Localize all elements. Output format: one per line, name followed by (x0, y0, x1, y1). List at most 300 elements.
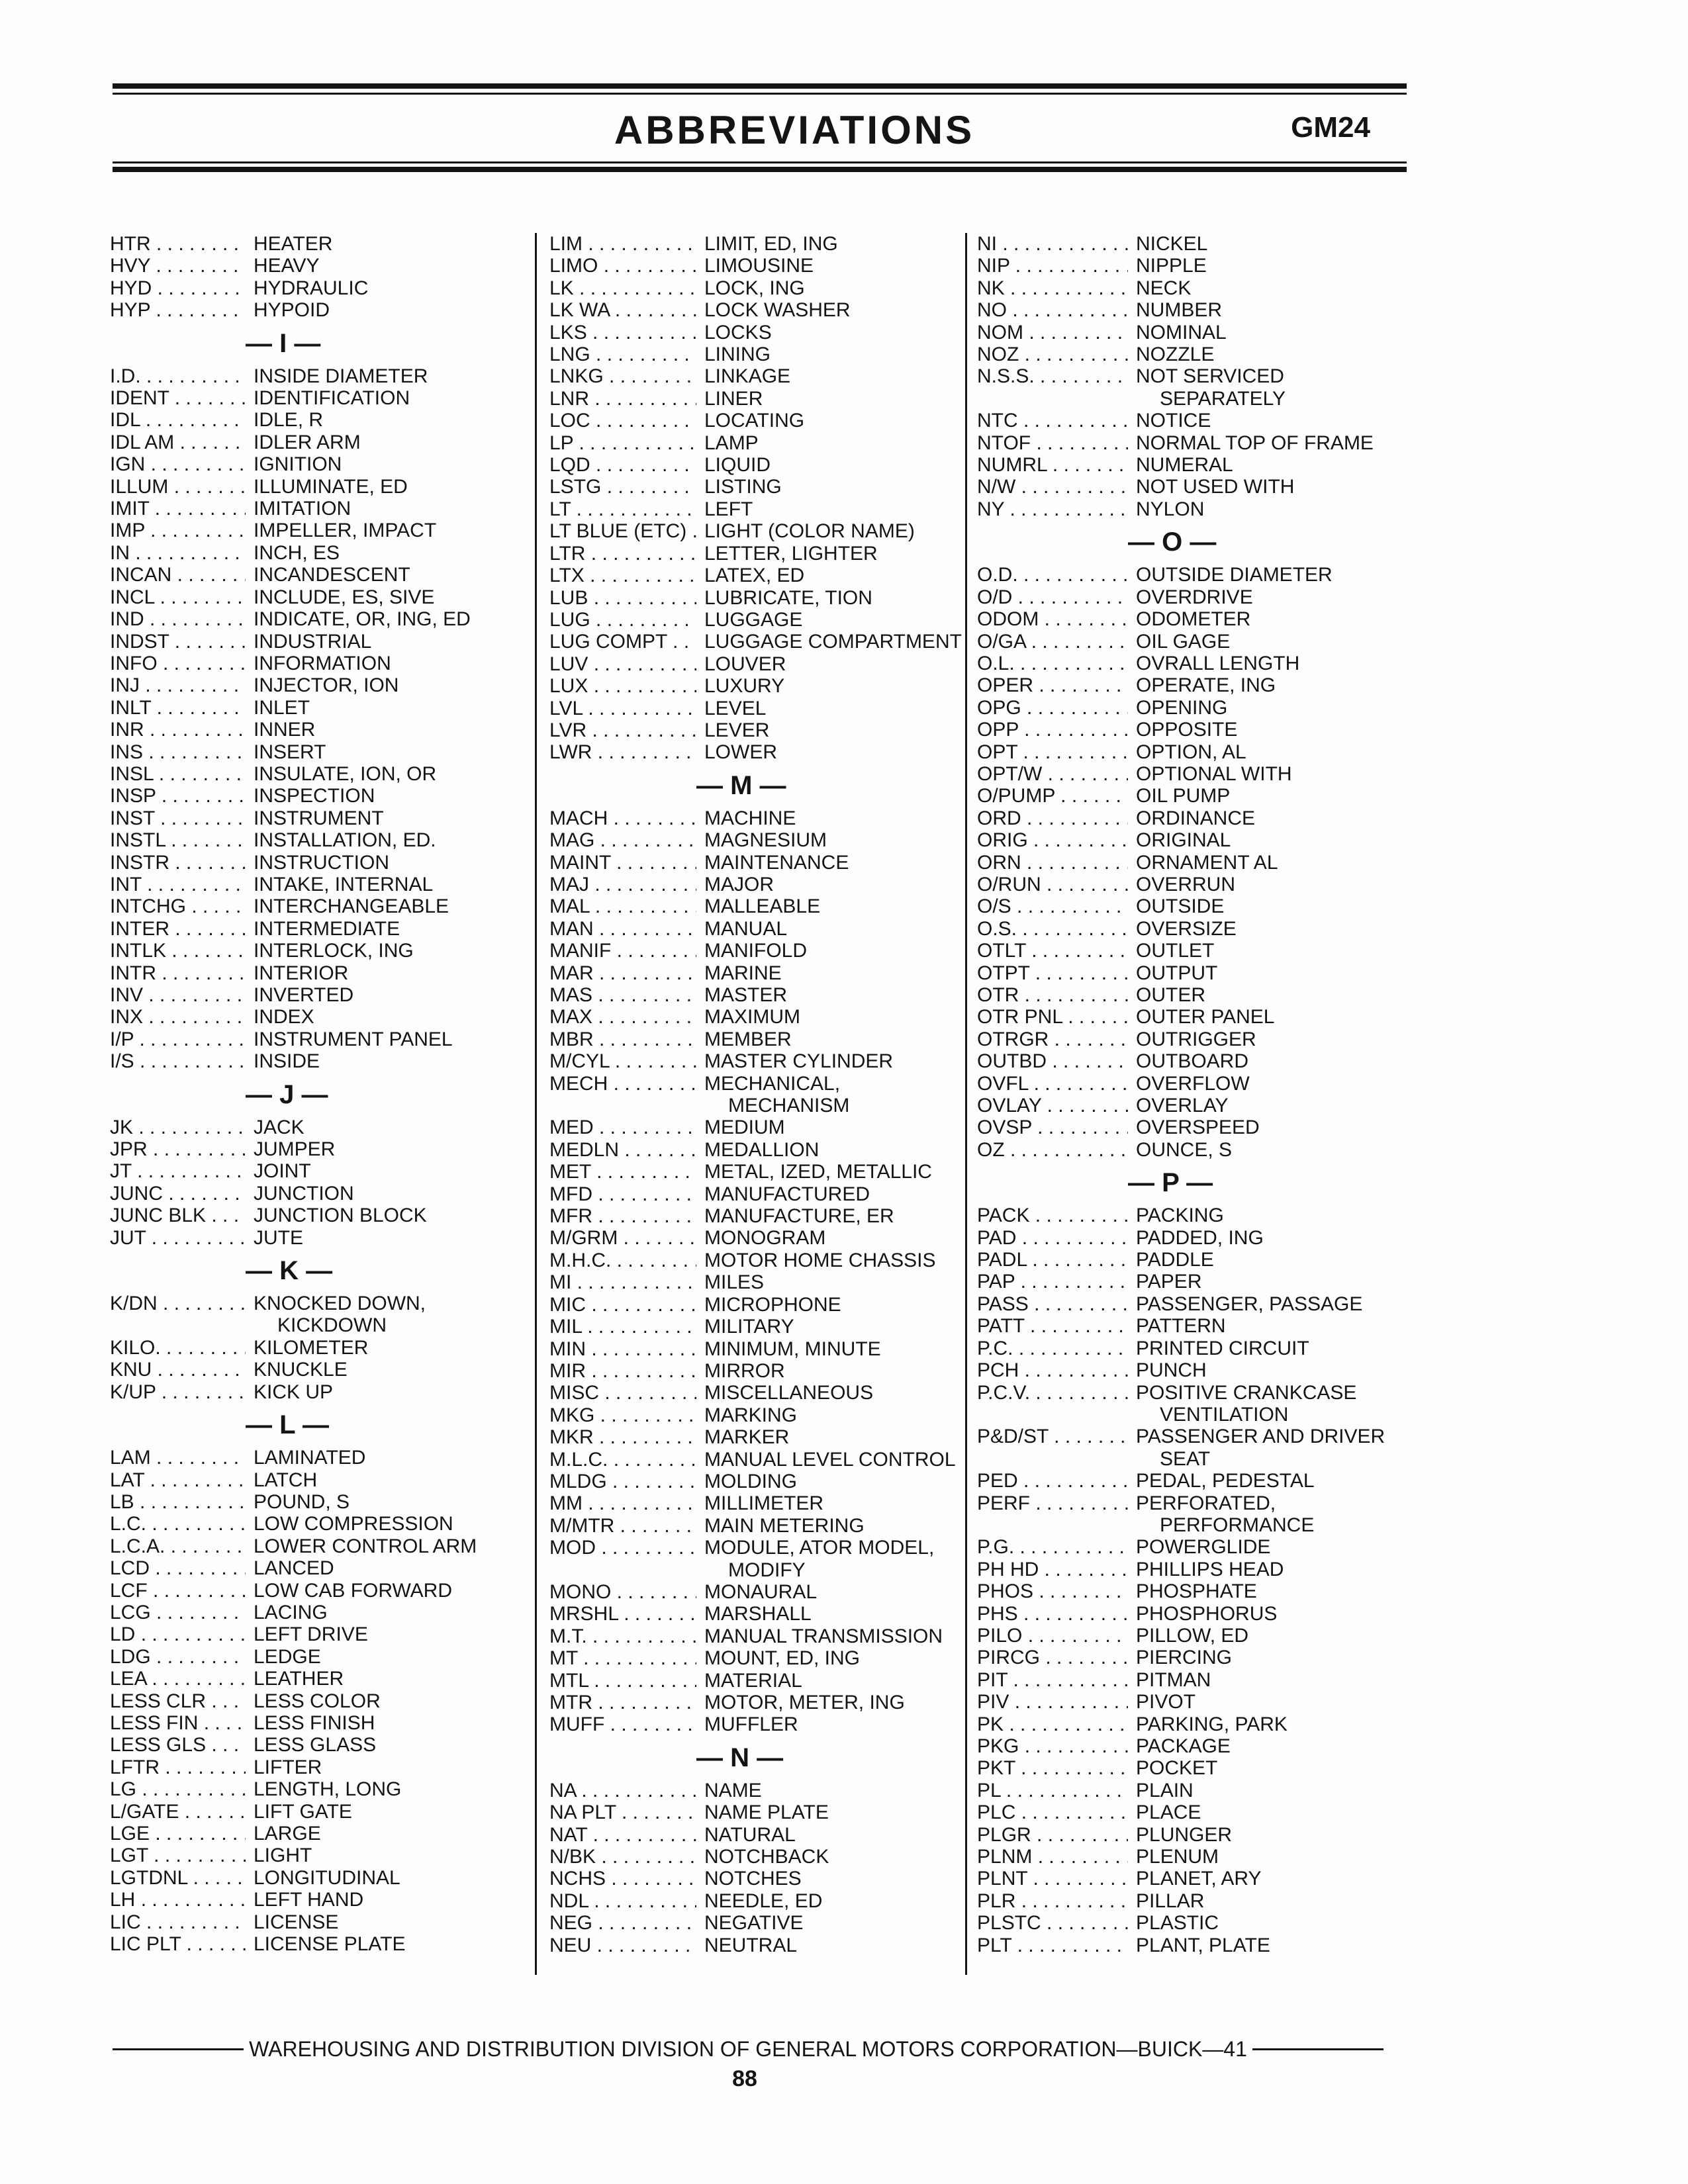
abbreviation-entry (549, 940, 973, 962)
abbreviation-entry (549, 1647, 973, 1669)
entry-abbreviation: NY . . . (977, 498, 1128, 520)
abbreviation-entry (549, 1868, 973, 1889)
entry-abbreviation: LOC . . . (549, 410, 696, 432)
entry-abbreviation: OTR PNL . . . (977, 1006, 1128, 1028)
entry-abbreviation: INSTR . . . (110, 852, 246, 874)
abbreviation-entry (110, 1823, 527, 1844)
abbreviation-entry (549, 852, 973, 874)
entry-abbreviation: LK WA . . . (549, 299, 696, 321)
abbreviation-entry (110, 1381, 527, 1403)
entry-abbreviation: INJ . . . (110, 674, 246, 696)
abbreviation-entry (110, 1557, 527, 1579)
entry-abbreviation: N/W . . . (977, 476, 1128, 498)
entry-abbreviation: MAG . . . (549, 829, 696, 851)
entry-meaning: OUTPUT (1136, 962, 1218, 984)
entry-abbreviation: ORN . . . (977, 852, 1128, 874)
entry-meaning: LINING (704, 343, 771, 366)
entry-meaning: MANUAL LEVEL CONTROL (704, 1448, 956, 1471)
entry-abbreviation: MIL . . . (549, 1316, 696, 1338)
entry-meaning: HYDRAULIC (254, 277, 369, 299)
entry-meaning: ILLUMINATE, ED (254, 475, 408, 498)
abbreviation-entry (549, 1205, 973, 1227)
abbreviation-entry (977, 1691, 1414, 1713)
abbreviation-entry (549, 609, 973, 631)
entry-meaning: OVERSPEED (1136, 1116, 1260, 1139)
abbreviation-entry (549, 1846, 973, 1868)
entry-meaning: LIMIT, ED, ING (704, 233, 838, 255)
entry-meaning: PHOSPHORUS (1136, 1602, 1278, 1625)
abbreviation-entry (977, 608, 1414, 630)
entry-abbreviation: LVR . . . (549, 719, 696, 741)
entry-abbreviation: LUV . . . (549, 653, 696, 675)
entry-abbreviation: LESS GLS . . . (110, 1734, 246, 1756)
entry-meaning: NOTCHBACK (704, 1846, 829, 1868)
entry-meaning: INSERT (254, 741, 326, 763)
entry-abbreviation: LUX . . . (549, 675, 696, 697)
section-heading: — O — (1128, 527, 1217, 557)
entry-meaning-continued: MODIFY (728, 1559, 806, 1581)
entry-meaning: OVERFLOW (1136, 1072, 1250, 1095)
abbreviation-entry (549, 962, 973, 984)
entry-abbreviation: INR . . . (110, 719, 246, 741)
section-heading: — N — (696, 1743, 784, 1772)
abbreviation-entry (549, 1912, 973, 1934)
entry-meaning: NATURAL (704, 1823, 796, 1846)
entry-meaning: LARGE (254, 1823, 321, 1844)
entry-meaning: NUMBER (1136, 299, 1223, 322)
abbreviation-entry (977, 1028, 1414, 1050)
abbreviation-entry (110, 1580, 527, 1602)
entry-meaning: OUTSIDE DIAMETER (1136, 564, 1333, 586)
entry-abbreviation: O/D . . . (977, 586, 1128, 608)
entry-meaning: INDUSTRIAL (254, 630, 372, 653)
entry-abbreviation: OTPT . . . (977, 962, 1128, 984)
abbreviation-entry (110, 586, 527, 608)
entry-meaning: OIL GAGE (1136, 630, 1231, 653)
entry-abbreviation: LCD . . . (110, 1557, 246, 1579)
abbreviation-entry (977, 454, 1414, 476)
abbreviation-entry (549, 1006, 973, 1028)
entry-meaning: LUXURY (704, 675, 785, 698)
abbreviation-entry (977, 962, 1414, 984)
abbreviation-entry (110, 1469, 527, 1491)
entry-abbreviation: MIR . . . (549, 1360, 696, 1382)
abbreviation-entry (977, 741, 1414, 763)
entry-meaning: LOCK WASHER (704, 299, 851, 322)
abbreviation-entry (549, 432, 973, 454)
entry-meaning: PLACE (1136, 1801, 1201, 1824)
entry-meaning: PARKING, PARK (1136, 1713, 1288, 1735)
abbreviation-entry (110, 895, 527, 917)
abbreviation-entry (110, 542, 527, 564)
abbreviation-entry (549, 1116, 973, 1138)
entry-meaning: PACKING (1136, 1205, 1224, 1227)
abbreviation-entry (110, 1205, 527, 1226)
entry-meaning: MOLDING (704, 1470, 798, 1492)
entry-meaning: MEMBER (704, 1028, 792, 1050)
abbreviation-entry (977, 1801, 1414, 1823)
footer-rule-left (113, 2048, 244, 2050)
entry-meaning: INSPECTION (254, 785, 375, 807)
header-rule-bottom (113, 167, 1407, 172)
entry-abbreviation: L.C. . . . (110, 1513, 246, 1535)
entry-abbreviation: O/GA . . . (977, 631, 1128, 653)
entry-abbreviation: LD . . . (110, 1623, 246, 1645)
abbreviation-entry (977, 1382, 1414, 1404)
abbreviation-entry (549, 984, 973, 1006)
abbreviation-entry (110, 255, 527, 277)
entry-abbreviation: LTR . . . (549, 543, 696, 565)
entry-meaning: IDENTIFICATION (254, 387, 410, 410)
entry-abbreviation: M.L.C. . . . (549, 1449, 696, 1471)
entry-abbreviation: LSTG . . . (549, 476, 696, 498)
abbreviation-entry (110, 852, 527, 874)
entry-abbreviation: JUNC . . . (110, 1183, 246, 1205)
abbreviation-entry (110, 940, 527, 962)
entry-abbreviation: MET . . . (549, 1161, 696, 1183)
entry-meaning: LUGGAGE (704, 608, 803, 631)
abbreviation-entry (110, 962, 527, 984)
entry-abbreviation: ORIG . . . (977, 829, 1128, 851)
entry-meaning: LESS GLASS (254, 1734, 377, 1756)
entry-abbreviation: LIC . . . (110, 1911, 246, 1933)
entry-meaning: INDICATE, OR, ING, ED (254, 608, 471, 631)
entry-abbreviation: INCL . . . (110, 586, 246, 608)
entry-abbreviation: LKS . . . (549, 322, 696, 343)
entry-abbreviation: MECH . . . (549, 1073, 696, 1095)
entry-meaning: PLUNGER (1136, 1823, 1233, 1846)
entry-meaning: IMPELLER, IMPACT (254, 520, 437, 542)
entry-abbreviation: OVLAY . . . (977, 1095, 1128, 1116)
entry-abbreviation: INS . . . (110, 741, 246, 763)
entry-abbreviation: MFR . . . (549, 1205, 696, 1227)
entry-meaning: NOZZLE (1136, 343, 1215, 366)
entry-meaning: MOUNT, ED, ING (704, 1647, 861, 1670)
entry-abbreviation: LWR . . . (549, 741, 696, 763)
abbreviation-entry (110, 741, 527, 763)
entry-abbreviation: OZ . . . (977, 1139, 1128, 1161)
entry-abbreviation: LCF . . . (110, 1580, 246, 1602)
abbreviation-entry (549, 1360, 973, 1382)
abbreviation-entry (977, 1073, 1414, 1095)
entry-abbreviation: LFTR . . . (110, 1756, 246, 1778)
entry-abbreviation: NA PLT . . . (549, 1801, 696, 1823)
entry-abbreviation: NTC . . . (977, 410, 1128, 432)
entry-abbreviation: INV . . . (110, 984, 246, 1006)
entry-abbreviation: NEG . . . (549, 1912, 696, 1934)
entry-abbreviation: PCH . . . (977, 1359, 1128, 1381)
entry-abbreviation: MONO . . . (549, 1581, 696, 1603)
entry-meaning: MILITARY (704, 1316, 794, 1338)
abbreviation-entry (977, 1139, 1414, 1161)
entry-abbreviation: KILO. . . . (110, 1337, 246, 1359)
abbreviation-entry (110, 807, 527, 829)
abbreviation-entry (977, 277, 1414, 299)
entry-meaning: NAME (704, 1779, 762, 1801)
entry-meaning: ODOMETER (1136, 608, 1251, 631)
entry-abbreviation: LG . . . (110, 1778, 246, 1800)
abbreviation-entry (977, 1536, 1414, 1558)
entry-meaning: NECK (1136, 277, 1192, 299)
entry-abbreviation: LH . . . (110, 1889, 246, 1911)
entry-abbreviation: LIC PLT . . . (110, 1933, 246, 1955)
abbreviation-entry (549, 1161, 973, 1183)
entry-meaning: NORMAL TOP OF FRAME (1136, 432, 1374, 454)
entry-abbreviation: PAD . . . (977, 1227, 1128, 1249)
entry-meaning: NEUTRAL (704, 1934, 798, 1956)
entry-continuation (549, 1559, 973, 1581)
abbreviation-entry (110, 763, 527, 785)
entry-abbreviation: OTR . . . (977, 984, 1128, 1006)
abbreviation-entry (549, 454, 973, 476)
abbreviation-entry (110, 233, 527, 255)
entry-meaning: OUTBOARD (1136, 1050, 1249, 1073)
entry-meaning: PILLOW, ED (1136, 1624, 1249, 1647)
entry-abbreviation: HYD . . . (110, 277, 246, 299)
abbreviation-entry (549, 1050, 973, 1072)
entry-meaning-continued: SEAT (1160, 1447, 1211, 1470)
abbreviation-entry (549, 1227, 973, 1249)
entry-abbreviation: LGT . . . (110, 1844, 246, 1866)
entry-abbreviation: LAT . . . (110, 1469, 246, 1491)
abbreviation-entry (977, 1669, 1414, 1691)
entry-meaning: MANUAL (704, 917, 788, 940)
abbreviation-entry (977, 1934, 1414, 1956)
entry-meaning: LANCED (254, 1557, 334, 1580)
entry-meaning: LOUVER (704, 653, 786, 675)
abbreviation-entry (549, 1183, 973, 1205)
abbreviation-entry (110, 1646, 527, 1668)
entry-meaning: LAMINATED (254, 1447, 366, 1469)
entry-abbreviation: O.D. . . . (977, 564, 1128, 586)
entry-meaning: HEAVY (254, 255, 320, 277)
abbreviation-entry (977, 1912, 1414, 1934)
entry-meaning: OUNCE, S (1136, 1138, 1233, 1161)
entry-meaning: MANUAL TRANSMISSION (704, 1625, 943, 1647)
entry-abbreviation: PLGR . . . (977, 1824, 1128, 1846)
entry-abbreviation: K/DN . . . (110, 1293, 246, 1314)
entry-abbreviation: JPR . . . (110, 1138, 246, 1160)
entry-abbreviation: M.H.C. . . . (549, 1250, 696, 1271)
entry-abbreviation: LAM . . . (110, 1447, 246, 1469)
entry-abbreviation: PILO . . . (977, 1625, 1128, 1647)
abbreviation-entry (977, 918, 1414, 940)
abbreviation-entry (549, 299, 973, 321)
entry-abbreviation: INSP . . . (110, 785, 246, 807)
entry-abbreviation: INTR . . . (110, 962, 246, 984)
entry-meaning: MARINE (704, 962, 782, 984)
entry-abbreviation: PADL . . . (977, 1249, 1128, 1271)
entry-meaning: JOINT (254, 1160, 311, 1183)
abbreviation-entry (977, 299, 1414, 321)
entry-abbreviation: JT . . . (110, 1160, 246, 1182)
abbreviation-entry (977, 233, 1414, 255)
abbreviation-entry (110, 1867, 527, 1889)
entry-meaning: MACHINE (704, 807, 796, 829)
abbreviation-entry (977, 719, 1414, 741)
entry-abbreviation: N.S.S. . . . (977, 365, 1128, 387)
entry-abbreviation: MANIF . . . (549, 940, 696, 962)
abbreviation-entry (549, 565, 973, 586)
entry-meaning: JUTE (254, 1226, 303, 1249)
entry-abbreviation: MIC . . . (549, 1294, 696, 1316)
abbreviation-entry (549, 1934, 973, 1956)
abbreviation-entry (110, 785, 527, 807)
abbreviation-entry (549, 233, 973, 255)
abbreviation-entry (977, 498, 1414, 520)
entry-meaning: LEFT HAND (254, 1889, 364, 1911)
abbreviation-entry (977, 807, 1414, 829)
abbreviation-entry (549, 543, 973, 565)
abbreviation-entry (977, 1315, 1414, 1337)
entry-meaning: HYPOID (254, 299, 330, 322)
entry-abbreviation: OPP . . . (977, 719, 1128, 741)
entry-meaning: NEGATIVE (704, 1912, 804, 1934)
entry-abbreviation: IDL AM . . . (110, 432, 246, 453)
entry-abbreviation: NDL . . . (549, 1890, 696, 1912)
entry-meaning: MASTER (704, 984, 788, 1006)
abbreviation-entry (110, 1756, 527, 1778)
abbreviation-entry (977, 674, 1414, 696)
abbreviation-entry (110, 564, 527, 586)
entry-meaning: INTERMEDIATE (254, 917, 400, 940)
entry-meaning: MISCELLANEOUS (704, 1382, 874, 1404)
abbreviation-entry (549, 1139, 973, 1161)
entry-abbreviation: N/BK . . . (549, 1846, 696, 1868)
abbreviation-entry (549, 1271, 973, 1293)
entry-abbreviation: OPER . . . (977, 674, 1128, 696)
entry-abbreviation: ORD . . . (977, 807, 1128, 829)
abbreviation-entry (549, 343, 973, 365)
entry-abbreviation: INST . . . (110, 807, 246, 829)
entry-meaning: LINKAGE (704, 365, 791, 388)
footer-line (113, 2037, 1383, 2062)
entry-meaning: PHOSPHATE (1136, 1580, 1257, 1603)
entry-meaning: LENGTH, LONG (254, 1778, 402, 1801)
abbreviation-entry (977, 874, 1414, 895)
entry-abbreviation: LNKG . . . (549, 365, 696, 387)
abbreviation-entry (549, 1028, 973, 1050)
entry-meaning: POSITIVE CRANKCASE (1136, 1381, 1357, 1404)
entry-meaning-continued: KICKDOWN (277, 1314, 387, 1337)
entry-abbreviation: K/UP . . . (110, 1381, 246, 1403)
entry-meaning: LATCH (254, 1469, 318, 1491)
entry-meaning: ORNAMENT AL (1136, 851, 1278, 874)
entry-abbreviation: LK . . . (549, 277, 696, 299)
abbreviation-entry (110, 1778, 527, 1800)
entry-meaning: OUTER (1136, 984, 1205, 1006)
entry-abbreviation: IGN . . . (110, 453, 246, 475)
entry-abbreviation: O.L. . . . (977, 653, 1128, 674)
abbreviation-entry (549, 653, 973, 675)
abbreviation-entry (549, 1073, 973, 1095)
entry-meaning: LUGGAGE COMPARTMENT (704, 631, 962, 653)
entry-abbreviation: MTL . . . (549, 1670, 696, 1692)
entry-abbreviation: LUG . . . (549, 609, 696, 631)
entry-meaning: NICKEL (1136, 233, 1208, 255)
abbreviation-entry (110, 409, 527, 431)
entry-meaning: INSULATE, ION, OR (254, 762, 437, 785)
entry-meaning: MONAURAL (704, 1580, 818, 1603)
entry-meaning-continued: PERFORMANCE (1160, 1514, 1315, 1536)
abbreviation-entry (549, 498, 973, 520)
entry-abbreviation: PLT . . . (977, 1934, 1128, 1956)
entry-meaning: PEDAL, PEDESTAL (1136, 1470, 1315, 1492)
entry-meaning: INLET (254, 696, 310, 719)
abbreviation-entry (549, 1890, 973, 1912)
entry-meaning: INCLUDE, ES, SIVE (254, 586, 435, 608)
abbreviation-entry (110, 1138, 527, 1160)
entry-abbreviation: OVFL . . . (977, 1073, 1128, 1095)
entry-meaning: LESS FINISH (254, 1711, 375, 1734)
entry-abbreviation: M/GRM . . . (549, 1227, 696, 1249)
entry-abbreviation: MACH . . . (549, 807, 696, 829)
entry-meaning: ORDINANCE (1136, 807, 1256, 829)
entry-abbreviation: OPG . . . (977, 697, 1128, 719)
entry-abbreviation: MBR . . . (549, 1028, 696, 1050)
entry-meaning: MALLEABLE (704, 895, 821, 918)
entry-abbreviation: OPT/W . . . (977, 763, 1128, 785)
abbreviation-entry (549, 895, 973, 917)
entry-meaning: POWERGLIDE (1136, 1536, 1271, 1559)
entry-abbreviation: MFD . . . (549, 1183, 696, 1205)
entry-meaning: INTERLOCK, ING (254, 940, 414, 962)
abbreviation-entry (977, 1559, 1414, 1580)
entry-meaning: PADDLE (1136, 1249, 1214, 1271)
abbreviation-entry (110, 1911, 527, 1933)
entry-meaning: MINIMUM, MINUTE (704, 1338, 881, 1360)
entry-meaning: PADDED, ING (1136, 1226, 1264, 1249)
abbreviation-entry (110, 1447, 527, 1469)
abbreviation-entry (110, 498, 527, 520)
entry-meaning: LOW COMPRESSION (254, 1513, 453, 1535)
page-title: ABBREVIATIONS (614, 108, 975, 152)
abbreviation-entry (549, 1294, 973, 1316)
abbreviation-entry (110, 1183, 527, 1205)
entry-meaning: MODULE, ATOR MODEL, (704, 1537, 935, 1559)
entry-abbreviation: JUT . . . (110, 1227, 246, 1249)
entry-abbreviation: LQD . . . (549, 454, 696, 476)
header-rule-top-thin (113, 93, 1407, 95)
abbreviation-entry (549, 631, 973, 653)
entry-meaning: MARKING (704, 1404, 798, 1426)
abbreviation-entry (549, 388, 973, 410)
entry-meaning: INSTRUMENT (254, 807, 384, 829)
entry-continuation (110, 1314, 527, 1336)
entry-meaning: INFORMATION (254, 652, 391, 674)
abbreviation-entry (549, 918, 973, 940)
entry-abbreviation: PKG . . . (977, 1735, 1128, 1757)
entry-abbreviation: NO . . . (977, 299, 1128, 321)
entry-abbreviation: INT . . . (110, 874, 246, 895)
abbreviation-entry (549, 1713, 973, 1735)
abbreviation-entry (549, 1581, 973, 1603)
abbreviation-entry (549, 322, 973, 343)
abbreviation-entry (110, 674, 527, 696)
entry-abbreviation: OUTBD . . . (977, 1050, 1128, 1072)
abbreviation-entry (549, 1801, 973, 1823)
entry-meaning: LIFT GATE (254, 1800, 352, 1823)
abbreviation-entry (110, 1623, 527, 1645)
entry-meaning-continued: MECHANISM (728, 1095, 850, 1117)
entry-meaning: PILLAR (1136, 1889, 1205, 1912)
abbreviation-entry (977, 1824, 1414, 1846)
entry-abbreviation: P.C.V. . . . (977, 1382, 1128, 1404)
entry-abbreviation: OTRGR . . . (977, 1028, 1128, 1050)
entry-meaning: MAXIMUM (704, 1006, 800, 1028)
entry-meaning: OPTION, AL (1136, 741, 1246, 763)
abbreviation-column-3 (977, 233, 1414, 1956)
